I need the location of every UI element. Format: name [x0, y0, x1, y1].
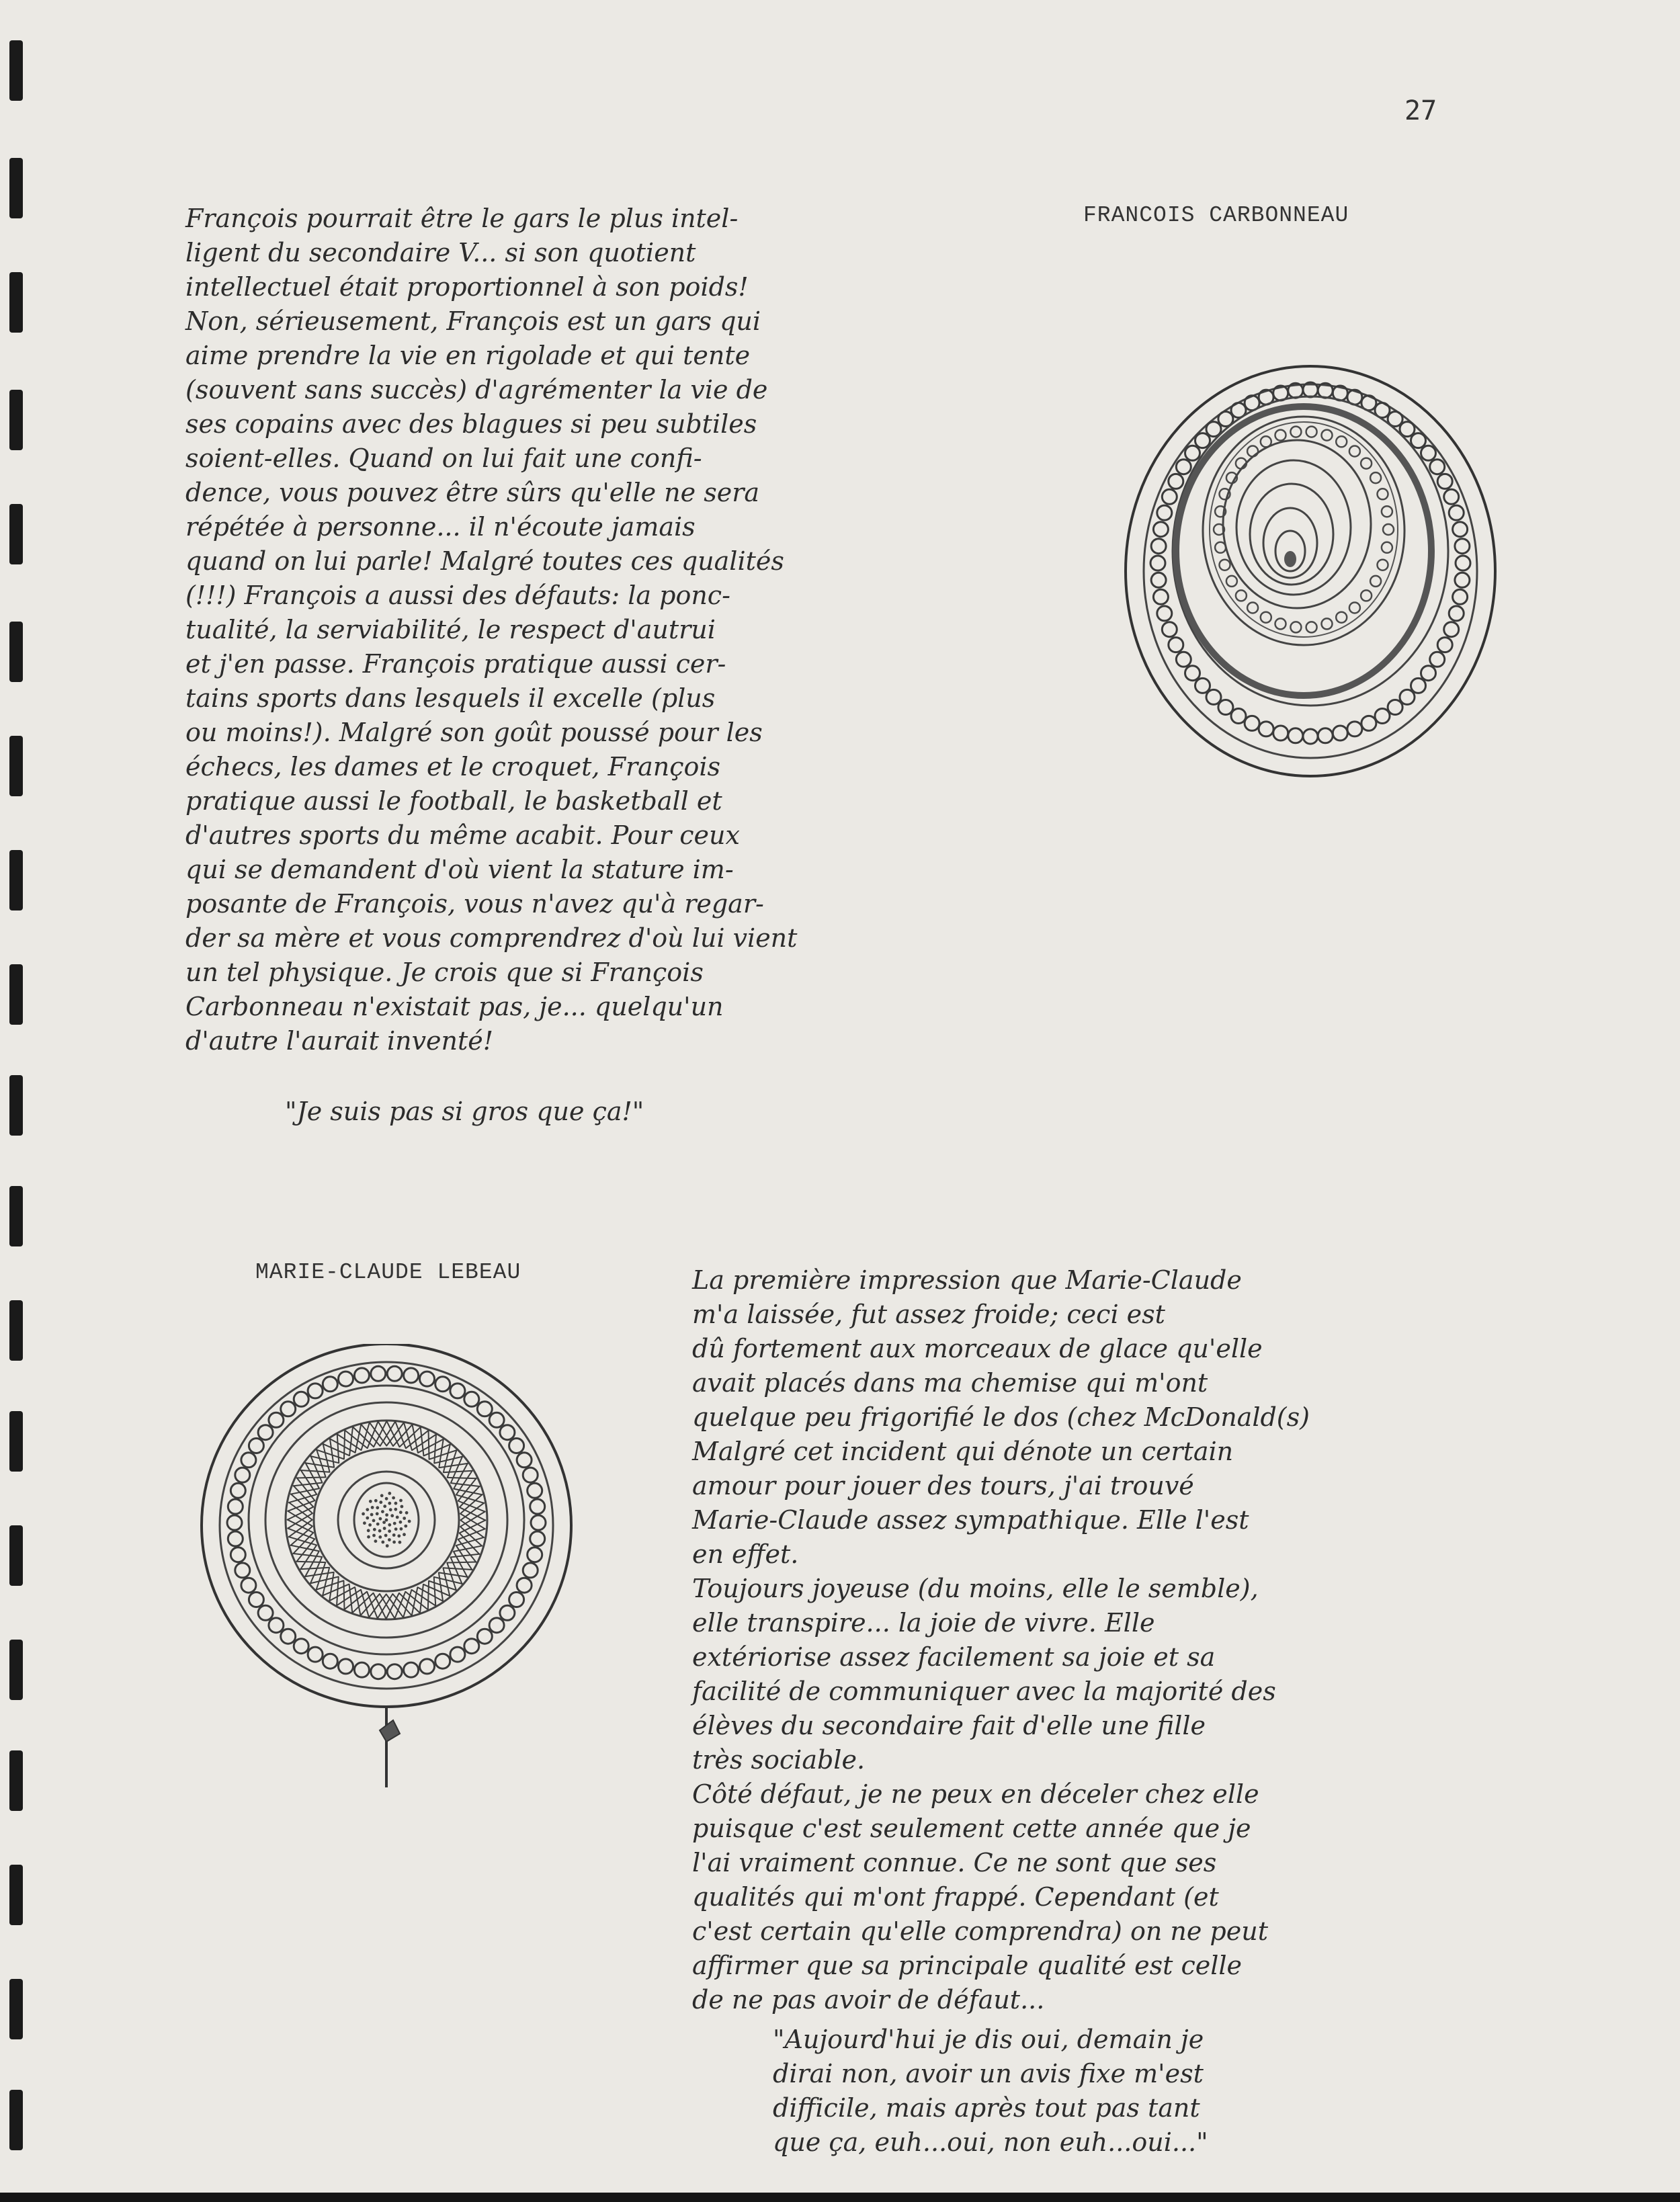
text-line: un tel physique. Je crois que si François [185, 958, 704, 987]
text-line: élèves du secondaire fait d'elle une fille [692, 1711, 1206, 1740]
text-line: intellectuel était proportionnel à son poids! [185, 272, 749, 302]
bottom-edge [0, 2193, 1680, 2202]
text-line: avait placés dans ma chemise qui m'ont [692, 1368, 1208, 1398]
text-line: c'est certain qu'elle comprendra) on ne peut [692, 1916, 1268, 1946]
text-line: l'ai vraiment connue. Ce ne sont que ses [692, 1848, 1217, 1877]
concentric-circle-drawing [185, 1344, 588, 1801]
text-line: répétée à personne... il n'écoute jamais [185, 512, 696, 542]
text-line: échecs, les dames et le croquet, François [185, 752, 721, 781]
text-line: (!!!) François a aussi des défauts: la ponc- [185, 581, 730, 610]
binding-hole [9, 390, 23, 450]
binding-hole [9, 40, 23, 101]
text-line: Malgré cet incident qui dénote un certain [692, 1437, 1234, 1466]
profile-text-francois [185, 202, 797, 1058]
text-line: qualités qui m'ont frappé. Cependant (et [692, 1882, 1219, 1912]
text-line: tualité, la serviabilité, le respect d'autrui [185, 615, 716, 644]
profile-name-francois: FRANCOIS CARBONNEAU [1083, 203, 1349, 228]
binding-hole [9, 622, 23, 682]
text-line: elle transpire... la joie de vivre. Elle [692, 1608, 1155, 1638]
binding-hole [9, 1075, 23, 1136]
text-line: d'autre l'aurait inventé! [185, 1026, 494, 1056]
text-line: ligent du secondaire V... si son quotient [185, 238, 696, 267]
text-line: Toujours joyeuse (du moins, elle le semble), [692, 1574, 1259, 1603]
text-line: soient-elles. Quand on lui fait une confi- [185, 443, 702, 473]
binding-hole [9, 1865, 23, 1925]
spiral-binding [0, 0, 32, 2202]
text-line: dence, vous pouvez être sûrs qu'elle ne sera [185, 478, 760, 507]
quote-line: "Aujourd'hui je dis oui, demain je [773, 2025, 1204, 2054]
text-line: et j'en passe. François pratique aussi cer- [185, 649, 726, 679]
quote-line: que ça, euh...oui, non euh...oui..." [773, 2127, 1208, 2157]
text-line: quelque peu frigorifié le dos (chez McDonald(s) [692, 1402, 1310, 1432]
profile-quote-francois: "Je suis pas si gros que ça!" [285, 1097, 644, 1126]
text-line: d'autres sports du même acabit. Pour ceux [185, 820, 740, 850]
text-line: dû fortement aux morceaux de glace qu'elle [692, 1334, 1263, 1363]
text-line: quand on lui parle! Malgré toutes ces qualités [185, 546, 784, 576]
text-line: aime prendre la vie en rigolade et qui tente [185, 341, 751, 370]
text-line: facilité de communiquer avec la majorité des [692, 1677, 1276, 1706]
text-line: ou moins!). Malgré son goût poussé pour les [185, 718, 763, 747]
text-line: puisque c'est seulement cette année que je [692, 1814, 1251, 1843]
text-line: Carbonneau n'existait pas, je... quelqu'un [185, 992, 724, 1021]
binding-hole [9, 736, 23, 796]
binding-hole [9, 850, 23, 911]
binding-hole [9, 1750, 23, 1811]
text-line: (souvent sans succès) d'agrémenter la vie de [185, 375, 768, 405]
text-line: affirmer que sa principale qualité est celle [692, 1951, 1243, 1980]
quote-line: difficile, mais après tout pas tant [773, 2093, 1200, 2123]
text-line: Marie-Claude assez sympathique. Elle l'est [692, 1505, 1249, 1535]
binding-hole [9, 1186, 23, 1246]
text-line: posante de François, vous n'avez qu'à regar- [185, 889, 764, 919]
text-line: Côté défaut, je ne peux en déceler chez elle [692, 1779, 1259, 1809]
profile-text-marie-claude [692, 1263, 1310, 2017]
text-line: der sa mère et vous comprendrez d'où lui vient [185, 923, 798, 953]
text-line: pratique aussi le football, le basketball et [185, 786, 722, 816]
concentric-oval-drawing [1102, 349, 1519, 793]
binding-hole [9, 1979, 23, 2039]
text-line: m'a laissée, fut assez froide; ceci est [692, 1300, 1165, 1329]
binding-hole [9, 1640, 23, 1700]
binding-hole [9, 2090, 23, 2150]
text-line: de ne pas avoir de défaut... [692, 1985, 1045, 2015]
binding-hole [9, 158, 23, 218]
binding-hole [9, 504, 23, 564]
text-line: qui se demandent d'où vient la stature im- [185, 855, 734, 884]
quote-line: dirai non, avoir un avis fixe m'est [773, 2059, 1204, 2088]
text-line: La première impression que Marie-Claude [692, 1265, 1242, 1295]
page-number: 27 [1404, 95, 1437, 126]
binding-hole [9, 1525, 23, 1586]
binding-hole [9, 272, 23, 333]
text-line: extériorise assez facilement sa joie et sa [692, 1642, 1216, 1672]
binding-hole [9, 1411, 23, 1472]
text-line: tains sports dans lesquels il excelle (plus [185, 683, 716, 713]
profile-name-marie-claude: MARIE-CLAUDE LEBEAU [255, 1260, 521, 1285]
text-line: en effet. [692, 1539, 799, 1569]
text-line: ses copains avec des blagues si peu subtiles [185, 409, 757, 439]
text-line: très sociable. [692, 1745, 866, 1775]
text-line: amour pour jouer des tours, j'ai trouvé [692, 1471, 1194, 1500]
profile-quote-marie-claude [773, 2023, 1208, 2160]
binding-hole [9, 964, 23, 1025]
text-line: François pourrait être le gars le plus intel- [185, 204, 739, 233]
text-line: Non, sérieusement, François est un gars qui [185, 306, 761, 336]
binding-hole [9, 1300, 23, 1361]
